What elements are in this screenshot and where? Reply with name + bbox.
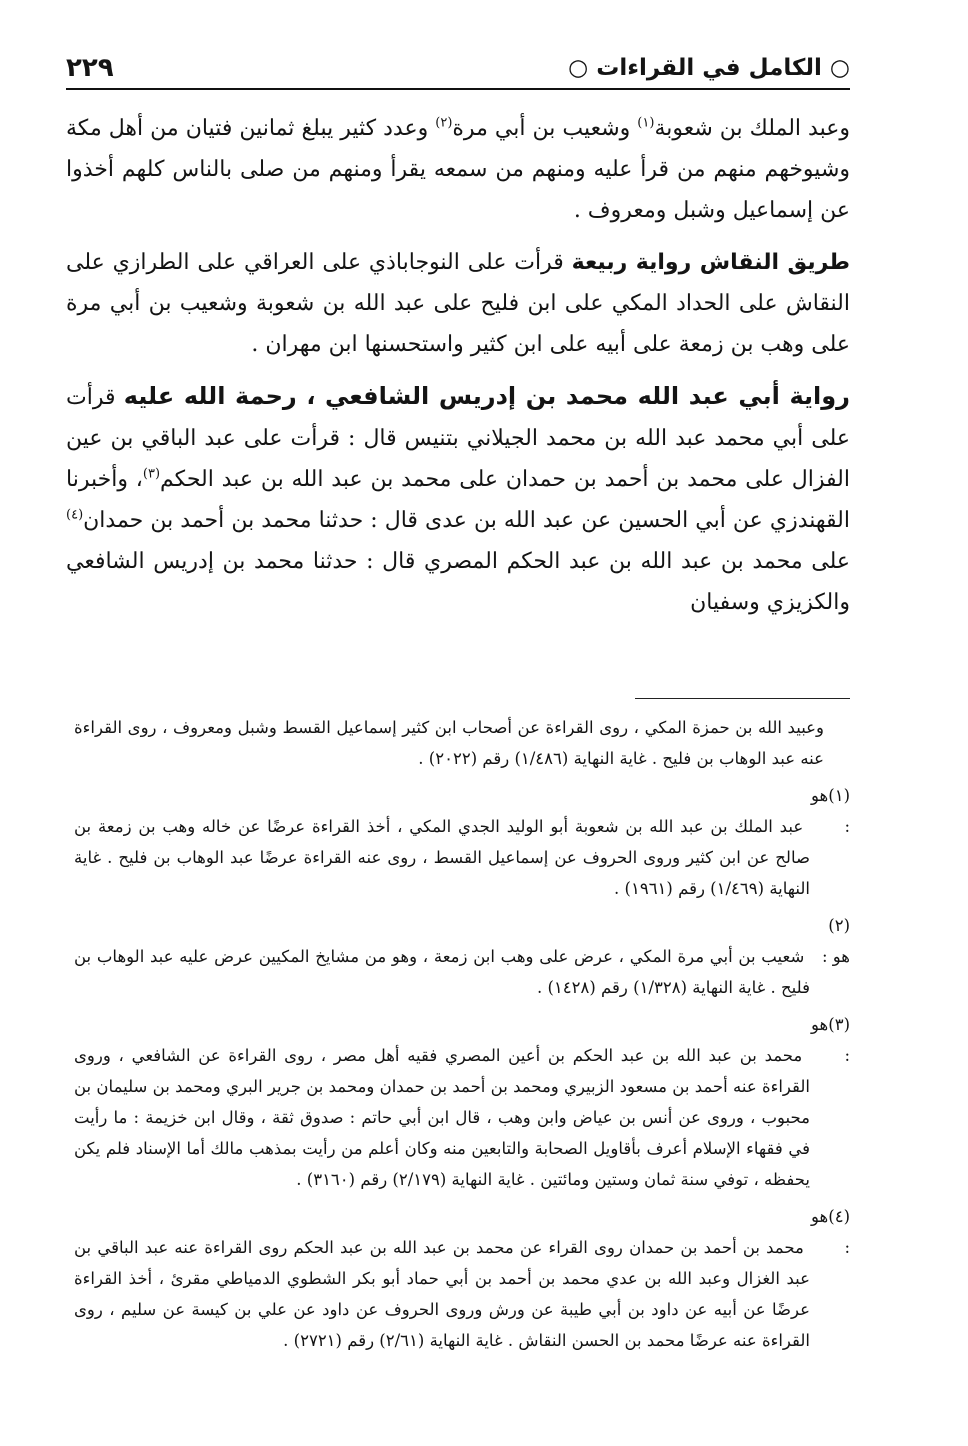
paragraph-2 <box>66 242 850 365</box>
footnote-ref-2: (٢) <box>435 115 453 131</box>
footnote-2-marker: (٢) هو : <box>821 916 850 966</box>
paragraph-1-part-c: وعدد كثير يبلغ ثمانين فتيان من أهل مكة وشيوخهم منهم من قرأ عليه ومنهم من سمعه يقرأ ومنهم من صلى بالناس كلهم أخذوا عن إسماعيل وشبل ومعروف . <box>66 116 850 223</box>
footnote-4-text: محمد بن أحمد بن حمدان روى القراء عن محمد بن عبد الله بن عبد الحكم روى القراءة عنه عبد الباقي بن عبد الغزال وعبد الله بن عدي محمد بن أحمد بن أبي حماد أبو بكر الشطوي الدمياطي مقرئ ، أخذ القراءة عرضًا عن أبيه عن داود بن أبي طيبة عن ورش وروى الحروف عن داود عن علي بن كيسة عن سليم ، روى القراءة عنه عرضًا محمد بن الحسن النقاش . غاية النهاية (٢/٦١) رقم (٢٧٢١) . <box>74 1238 810 1350</box>
book-title: ○ الكامل في القراءات ○ <box>568 55 850 81</box>
paragraph-3-part-a: قرأت على أبي محمد عبد الله بن محمد الجيلاني بتنيس قال : قرأت على عبد الباقي بن عين الفزال على محمد بن أحمد بن حمدان على محمد بن عبد الله بن عبد الحكم <box>66 385 850 492</box>
footnote-1-marker: (١)هو : <box>811 786 850 836</box>
footnotes <box>74 712 850 1362</box>
footnote-2 <box>74 910 850 1003</box>
footnote-ref-3: (٣) <box>142 466 161 482</box>
paragraph-3 <box>66 376 850 623</box>
paragraph-3-part-b: ، وأخبرنا القهندزي عن أبي الحسين عن عبد الله بن عدى قال : حدثنا محمد بن أحمد بن حمدان <box>66 467 850 533</box>
riwaya-heading-naqqash: طريق النقاش رواية ربيعة <box>571 250 850 275</box>
riwaya-heading-shafii: رواية أبي عبد الله محمد بن إدريس الشافعي ، رحمة الله عليه <box>123 382 850 410</box>
running-header <box>66 48 850 90</box>
page-number: ٢٢٩ <box>66 53 114 83</box>
footnote-3-marker: (٣)هو : <box>811 1015 850 1065</box>
footnote-3-text: محمد بن عبد الله بن عبد الحكم بن أعين المصري فقيه أهل مصر ، روى القراءة عن الشافعي ، وروى القراءة عنه أحمد بن مسعود الزبيري ومحمد بن أحمد بن حمدان ومحمد بن جرير البري ومحمد بن سليمان بن محبوب ، وروى عن أنس بن عياض وابن وهب ، قال ابن أبي حاتم : صدوق ثقة ، وقال ابن خزيمة : ما رأيت في فقهاء الإسلام أعرف بأقاويل الصحابة والتابعين منه وكان أعلم من رأيت بمذهب مالك أما الإسناد فلم يكن يحفظه ، توفي سنة ثمان وستين ومائتين . غاية النهاية (٢/١٧٩) رقم (٣١٦٠) . <box>74 1046 810 1189</box>
footnote-1-text: عبد الملك بن عبد الله بن شعوبة أبو الوليد الجدي المكي ، أخذ القراءة عرضًا عن خاله وهب بن زمعة بن صالح عن ابن كثير وروى الحروف عن إسماعيل القسط ، روى عنه القراءة عرضًا عبد الوهاب بن فليح . غاية النهاية (١/٤٦٩) رقم (١٩٦١) . <box>74 817 810 898</box>
footnote-3 <box>74 1009 850 1195</box>
main-text <box>66 108 850 634</box>
footnote-2-text: شعيب بن أبي مرة المكي ، عرض على وهب ابن زمعة ، وهو من مشايخ المكيين عرض عليه عبد الوهاب بن فليح . غاية النهاية (١/٣٢٨) رقم (١٤٢٨) . <box>74 947 810 997</box>
paragraph-2-text: قرأت على النوجاباذي على العراقي على الطرازي على النقاش على الحداد المكي على ابن فليح على عبد الله بن شعوبة وشعيب بن أبي مرة على وهب بن زمعة على أبيه على ابن كثير واستحسنها ابن مهران . <box>66 250 850 357</box>
footnote-4-marker: (٤)هو : <box>811 1207 850 1257</box>
footnote-ref-1: (١) <box>637 115 655 131</box>
footnote-continuation: وعبيد الله بن حمزة المكي ، روى القراءة عن أصحاب ابن كثير إسماعيل القسط وشبل ومعروف ، روى القراءة عنه عبد الوهاب بن فليح . غاية النهاية (١/٤٨٦) رقم (٢٠٢٢) . <box>74 718 824 768</box>
paragraph-1-part-b: وشعيب بن أبي مرة <box>452 116 638 141</box>
footnote-1 <box>74 780 850 904</box>
footnote-ref-4: (٤) <box>66 507 84 523</box>
footnote-separator <box>635 698 850 699</box>
paragraph-1-part-a: وعبد الملك بن شعوبة <box>654 116 850 141</box>
footnote-4 <box>74 1201 850 1356</box>
paragraph-3-part-c: على محمد بن عبد الله بن عبد الحكم المصري قال : حدثنا محمد بن إدريس الشافعي والكزيزي وسفيان <box>66 549 850 615</box>
paragraph-1 <box>66 108 850 231</box>
